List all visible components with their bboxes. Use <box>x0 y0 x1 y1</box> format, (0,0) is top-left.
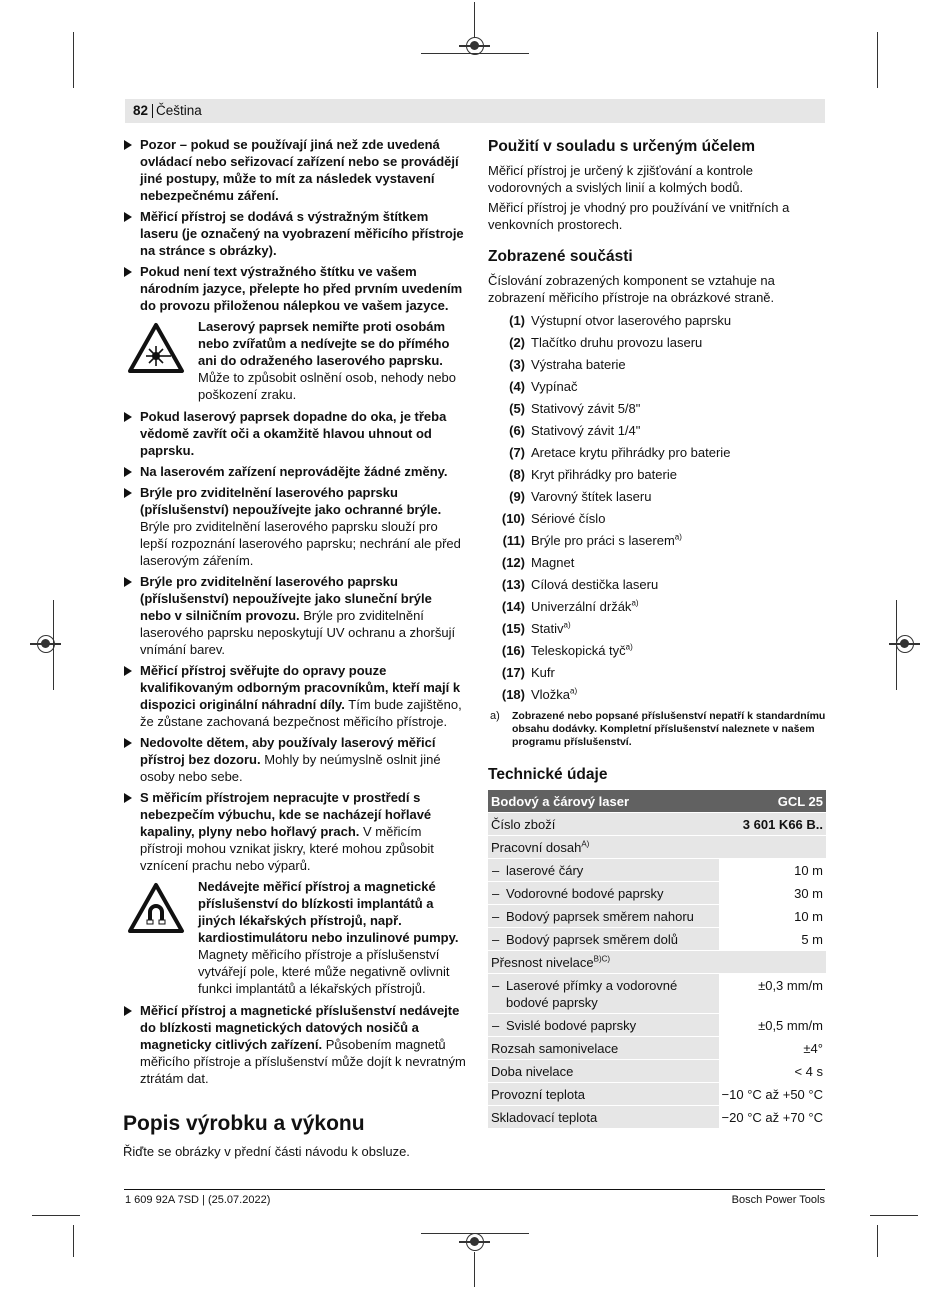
left-column <box>123 136 466 1163</box>
list-item <box>488 356 826 378</box>
table-cell-text: Laserové přímky a vodorovné bodové paprsky <box>506 978 678 1010</box>
component-number: (10) <box>501 511 525 526</box>
footnote-ref: B)C) <box>593 954 611 964</box>
table-cell-text: Skladovací teplota <box>491 1110 598 1125</box>
component-label-text: Univerzální držák <box>531 599 632 614</box>
component-label <box>531 510 605 527</box>
bullet-text: Působením magnetů měřicího přístroje a příslušenství může dojít k nevratným ztrátám dat. <box>140 1037 466 1086</box>
crop-mark <box>877 32 878 88</box>
bullet-bold-text: Měřicí přístroj a magnetické příslušenství nedávejte do blízkosti magnetických datových nosičů a magneticky citlivých zařízení. <box>140 1003 460 1052</box>
dash-marker: – <box>492 1018 500 1033</box>
list-item <box>488 444 826 466</box>
list-item <box>488 466 826 488</box>
component-label-text: Teleskopická tyč <box>531 643 626 658</box>
laser-warning-icon <box>127 322 185 374</box>
table-row <box>488 836 826 859</box>
component-label <box>531 686 577 703</box>
bullet-text: Mohly by neúmyslně oslnit jiné osoby nebo sebe. <box>140 752 441 784</box>
dash-marker: – <box>492 978 500 993</box>
component-number: (11) <box>502 533 525 548</box>
footnote-ref: a) <box>631 598 639 608</box>
table-cell-value: −10 °C až +50 °C <box>719 1083 826 1106</box>
use-paragraph: Měřicí přístroj je vhodný pro používání ve vnitřních a venkovních prostorech. <box>488 200 790 232</box>
footer-right: Bosch Power Tools <box>731 1194 825 1206</box>
component-number: (18) <box>501 687 525 702</box>
tech-table <box>488 790 826 1129</box>
component-number: (14) <box>501 599 525 614</box>
safety-bullet <box>123 408 466 459</box>
list-item <box>488 312 826 334</box>
component-number: (2) <box>509 335 525 350</box>
table-cell-value: < 4 s <box>719 1060 826 1083</box>
components-intro: Číslování zobrazených komponent se vztahuje na zobrazení měřicího přístroje na obrázkové straně. <box>488 273 775 305</box>
table-cell-value: 10 m <box>719 859 826 882</box>
safety-bullet <box>123 734 466 785</box>
bullet-bold-text: Brýle pro zviditelnění laserového paprsku (příslušenství) nepoužívejte jako sluneční brýle nebo v silničním provozu. <box>140 574 432 623</box>
component-number: (12) <box>501 555 525 570</box>
component-label-text: Magnet <box>531 555 575 570</box>
component-label <box>531 620 571 637</box>
footer-left: 1 609 92A 7SD | (25.07.2022) <box>125 1194 271 1206</box>
use-title: Použití v souladu s určeným účelem <box>488 138 756 155</box>
component-label <box>531 334 702 351</box>
table-cell-text: Vodorovné bodové paprsky <box>506 886 664 901</box>
bullet-bold-text: Brýle pro zviditelnění laserového paprsku (příslušenství) nepoužívejte jako ochranné brýle. <box>140 485 442 517</box>
crop-mark <box>870 1215 918 1216</box>
component-number: (4) <box>509 379 525 394</box>
table-row <box>488 813 826 836</box>
safety-bullet <box>123 463 466 480</box>
bullet-triangle-icon <box>124 467 132 477</box>
section-text: Řiďte se obrázky v přední části návodu k obsluze. <box>123 1144 410 1159</box>
crop-mark <box>877 1225 878 1257</box>
table-cell-text: Provozní teplota <box>491 1087 585 1102</box>
component-label <box>531 532 682 549</box>
table-cell-value: ±0,3 mm/m <box>719 974 826 1014</box>
bullet-bold-text: Pozor – pokud se používají jiná než zde uvedená ovládací nebo seřizovací zařízení nebo se provádějí jiné postupy, může to mít za následek vystavení nebezpečnému záření. <box>140 137 459 203</box>
table-cell-label <box>488 1014 719 1037</box>
bullet-triangle-icon <box>124 666 132 676</box>
component-number: (15) <box>501 621 525 636</box>
table-cell-label <box>488 1083 719 1106</box>
component-number: (7) <box>509 445 525 460</box>
component-label-text: Stativ <box>531 621 564 636</box>
table-row <box>488 1037 826 1060</box>
list-item <box>488 510 826 532</box>
safety-bullet <box>123 1002 466 1087</box>
table-cell-label <box>488 1060 719 1083</box>
component-label-text: Varovný štítek laseru <box>531 489 652 504</box>
crop-mark <box>73 32 74 88</box>
registration-mark <box>421 53 529 54</box>
right-column <box>488 137 826 1129</box>
magnet-warning-icon <box>127 882 185 934</box>
bullet-bold-text: Na laserovém zařízení neprovádějte žádné změny. <box>140 464 448 479</box>
bullet-bold-text: S měřicím přístrojem nepracujte v prostředí s nebezpečím výbuchu, kde se nacházejí hořlavé kapaliny, plyny nebo hořlavý prach. <box>140 790 432 839</box>
component-label-text: Sériové číslo <box>531 511 606 526</box>
table-cell-value: 10 m <box>719 905 826 928</box>
footnote-ref: A) <box>581 839 590 849</box>
bullet-bold-text: Měřicí přístroj se dodává s výstražným štítkem laseru (je označený na vyobrazení měřicího přístroje na stránce s obrázky). <box>140 209 464 258</box>
component-number: (16) <box>501 643 525 658</box>
footnote <box>488 710 826 749</box>
use-paragraph: Měřicí přístroj je určený k zjišťování a kontrole vodorovných a svislých linií a kolmých bodů. <box>488 163 753 195</box>
table-cell-label <box>488 882 719 905</box>
component-label <box>531 400 640 417</box>
component-number: (17) <box>501 665 525 680</box>
page-number: 82 <box>133 103 149 118</box>
component-label <box>531 598 639 615</box>
safety-bullet <box>123 662 466 730</box>
component-label-text: Výstupní otvor laserového paprsku <box>531 313 732 328</box>
component-number: (6) <box>509 423 525 438</box>
component-label-text: Kryt přihrádky pro baterie <box>531 467 677 482</box>
list-item <box>488 554 826 576</box>
table-cell-label <box>488 1106 719 1129</box>
table-row <box>488 1083 826 1106</box>
component-number: (1) <box>509 313 525 328</box>
component-number: (9) <box>509 489 525 504</box>
list-item <box>488 378 826 400</box>
component-number: (13) <box>501 577 525 592</box>
footnote-ref: a) <box>570 686 578 696</box>
component-label <box>531 422 640 439</box>
component-label <box>531 356 626 373</box>
component-label <box>531 378 578 395</box>
component-number: (3) <box>509 357 525 372</box>
component-label <box>531 554 574 571</box>
table-cell <box>488 836 826 859</box>
magnet-warning-text: Magnety měřicího přístroje a příslušenství vytvářejí pole, které může negativně ovlivnit funkci implantátů a lékařských přístrojů. <box>198 947 450 996</box>
component-label <box>531 488 651 505</box>
dash-marker: – <box>492 886 500 901</box>
component-label <box>531 466 677 483</box>
component-label-text: Aretace krytu přihrádky pro baterie <box>531 445 731 460</box>
component-label-text: Stativový závit 5/8" <box>531 401 641 416</box>
table-cell-value: ±4° <box>719 1037 826 1060</box>
table-cell-text: Bodový paprsek směrem nahoru <box>506 909 694 924</box>
bullet-bold-text: Pokud není text výstražného štítku ve vašem národním jazyce, přelepte ho před prvním uvedením do provozu přiloženou nálepkou ve vašem jazyce. <box>140 264 463 313</box>
safety-bullet <box>123 484 466 569</box>
safety-bullet <box>123 573 466 658</box>
tech-title: Technické údaje <box>488 766 608 783</box>
bullet-bold-text: Nedovolte dětem, aby používaly laserový měřicí přístroj bez dozoru. <box>140 735 436 767</box>
section-title: Popis výrobku a výkonu <box>123 1112 365 1135</box>
table-header-row <box>488 790 826 813</box>
page-header <box>125 99 825 123</box>
component-label-text: Cílová destička laseru <box>531 577 659 592</box>
component-label-text: Brýle pro práci s laserem <box>531 533 675 548</box>
registration-mark-icon <box>896 635 914 653</box>
footnote-marker: a) <box>490 710 500 722</box>
safety-bullet <box>123 789 466 874</box>
header-separator <box>152 104 153 118</box>
dash-marker: – <box>492 932 500 947</box>
dash-marker: – <box>492 863 500 878</box>
component-label <box>531 576 658 593</box>
list-item <box>488 422 826 444</box>
table-cell-value: 5 m <box>719 928 826 951</box>
list-item <box>488 598 826 620</box>
component-label <box>531 312 731 329</box>
table-row <box>488 974 826 1014</box>
table-cell-text: Svislé bodové paprsky <box>506 1018 637 1033</box>
table-cell-text: Doba nivelace <box>491 1064 574 1079</box>
bullet-text: Tím bude zajištěno, že zůstane zachovaná bezpečnost měřicího přístroje. <box>140 697 462 729</box>
list-item <box>488 620 826 642</box>
table-row <box>488 882 826 905</box>
bullet-triangle-icon <box>124 412 132 422</box>
component-label <box>531 444 730 461</box>
magnet-warning-block <box>127 878 466 997</box>
table-row <box>488 1060 826 1083</box>
registration-mark <box>474 2 475 38</box>
component-label-text: Stativový závit 1/4" <box>531 423 641 438</box>
magnet-warning-bold: Nedávejte měřicí přístroj a magnetické příslušenství do blízkosti implantátů a jiných lékařských přístrojů, např. kardiostimulátoru nebo inzulinové pumpy. <box>198 879 459 945</box>
registration-mark <box>53 600 54 690</box>
table-cell-value: −20 °C až +70 °C <box>719 1106 826 1129</box>
footnote-ref: a) <box>563 620 571 630</box>
table-cell-text: Bodový paprsek směrem dolů <box>506 932 678 947</box>
bullet-bold-text: Pokud laserový paprsek dopadne do oka, je třeba vědomě zavřít oči a okamžitě hlavou uhnout od paprsku. <box>140 409 447 458</box>
table-cell-text: Rozsah samonivelace <box>491 1041 619 1056</box>
bullet-triangle-icon <box>124 140 132 150</box>
table-cell-text: Přesnost nivelace <box>491 955 594 970</box>
header-language: Čeština <box>156 103 202 118</box>
bullet-text: V měřicím přístroji mohou vznikat jiskry, které mohou způsobit vznícení prachu nebo výparů. <box>140 824 434 873</box>
table-cell-label <box>488 905 719 928</box>
table-row <box>488 1014 826 1037</box>
table-cell-value: 30 m <box>719 882 826 905</box>
laser-warning-text: Může to způsobit oslnění osob, nehody nebo poškození zraku. <box>198 370 457 402</box>
component-label-text: Vložka <box>531 687 571 702</box>
table-row <box>488 1106 826 1129</box>
component-number: (5) <box>509 401 525 416</box>
registration-mark-icon <box>466 1233 484 1251</box>
footnote-text: Zobrazené nebo popsané příslušenství nepatří k standardnímu obsahu dodávky. Kompletní příslušenství naleznete v našem programu příslušenství. <box>512 710 826 748</box>
bullet-triangle-icon <box>124 577 132 587</box>
table-cell-text: Pracovní dosah <box>491 840 582 855</box>
table-cell-label <box>488 928 719 951</box>
crop-mark <box>73 1225 74 1257</box>
table-row <box>488 928 826 951</box>
table-cell-value: ±0,5 mm/m <box>719 1014 826 1037</box>
list-item <box>488 532 826 554</box>
safety-bullet <box>123 263 466 314</box>
table-cell-label <box>488 974 719 1014</box>
bullet-text: Brýle pro zviditelnění laserového paprsku neposkytují UV ochranu a zhoršují vnímání barev. <box>140 608 456 657</box>
table-row <box>488 859 826 882</box>
list-item <box>488 334 826 356</box>
bullet-triangle-icon <box>124 267 132 277</box>
bullet-text: Brýle pro zviditelnění laserového paprsku slouží pro lepší rozpoznání laserového paprsku; nechrání ale před laserovým zářením. <box>140 519 461 568</box>
registration-mark <box>474 1252 475 1287</box>
bullet-triangle-icon <box>124 1006 132 1016</box>
list-item <box>488 488 826 510</box>
footer-rule <box>124 1189 825 1190</box>
components-title: Zobrazené součásti <box>488 248 633 265</box>
table-row <box>488 951 826 974</box>
components-list <box>488 312 826 708</box>
component-number: (8) <box>509 467 525 482</box>
safety-bullet <box>123 136 466 204</box>
bullet-triangle-icon <box>124 738 132 748</box>
table-cell-label <box>488 1037 719 1060</box>
bullet-triangle-icon <box>124 793 132 803</box>
laser-warning-bold: Laserový paprsek nemiřte proti osobám nebo zvířatům a nedívejte se do přímého ani do odraženého laserového paprsku. <box>198 319 450 368</box>
safety-bullet <box>123 208 466 259</box>
table-cell-text: laserové čáry <box>506 863 584 878</box>
component-label <box>531 642 633 659</box>
table-cell-label <box>488 859 719 882</box>
crop-mark <box>32 1215 80 1216</box>
table-header-right: GCL 25 <box>719 790 826 813</box>
component-label-text: Vypínač <box>531 379 578 394</box>
bullet-triangle-icon <box>124 488 132 498</box>
footnote-ref: a) <box>674 532 682 542</box>
component-label-text: Tlačítko druhu provozu laseru <box>531 335 703 350</box>
component-label-text: Výstraha baterie <box>531 357 626 372</box>
footnote-ref: a) <box>625 642 633 652</box>
registration-mark <box>421 1233 529 1234</box>
laser-warning-block <box>127 318 466 403</box>
table-cell-label <box>488 813 719 836</box>
table-cell-value: 3 601 K66 B.. <box>719 813 826 836</box>
registration-mark <box>896 600 897 690</box>
table-cell-text: Číslo zboží <box>491 817 556 832</box>
list-item <box>488 642 826 664</box>
list-item <box>488 400 826 422</box>
dash-marker: – <box>492 909 500 924</box>
list-item <box>488 576 826 598</box>
list-item <box>488 664 826 686</box>
bullet-triangle-icon <box>124 212 132 222</box>
table-header-left: Bodový a čárový laser <box>488 790 719 813</box>
table-cell <box>488 951 826 974</box>
component-label-text: Kufr <box>531 665 555 680</box>
bullet-bold-text: Měřicí přístroj svěřujte do opravy pouze kvalifikovaným odborným pracovníkům, kteří mají k dispozici originální náhradní díly. <box>140 663 461 712</box>
component-label <box>531 664 555 681</box>
list-item <box>488 686 826 708</box>
table-row <box>488 905 826 928</box>
